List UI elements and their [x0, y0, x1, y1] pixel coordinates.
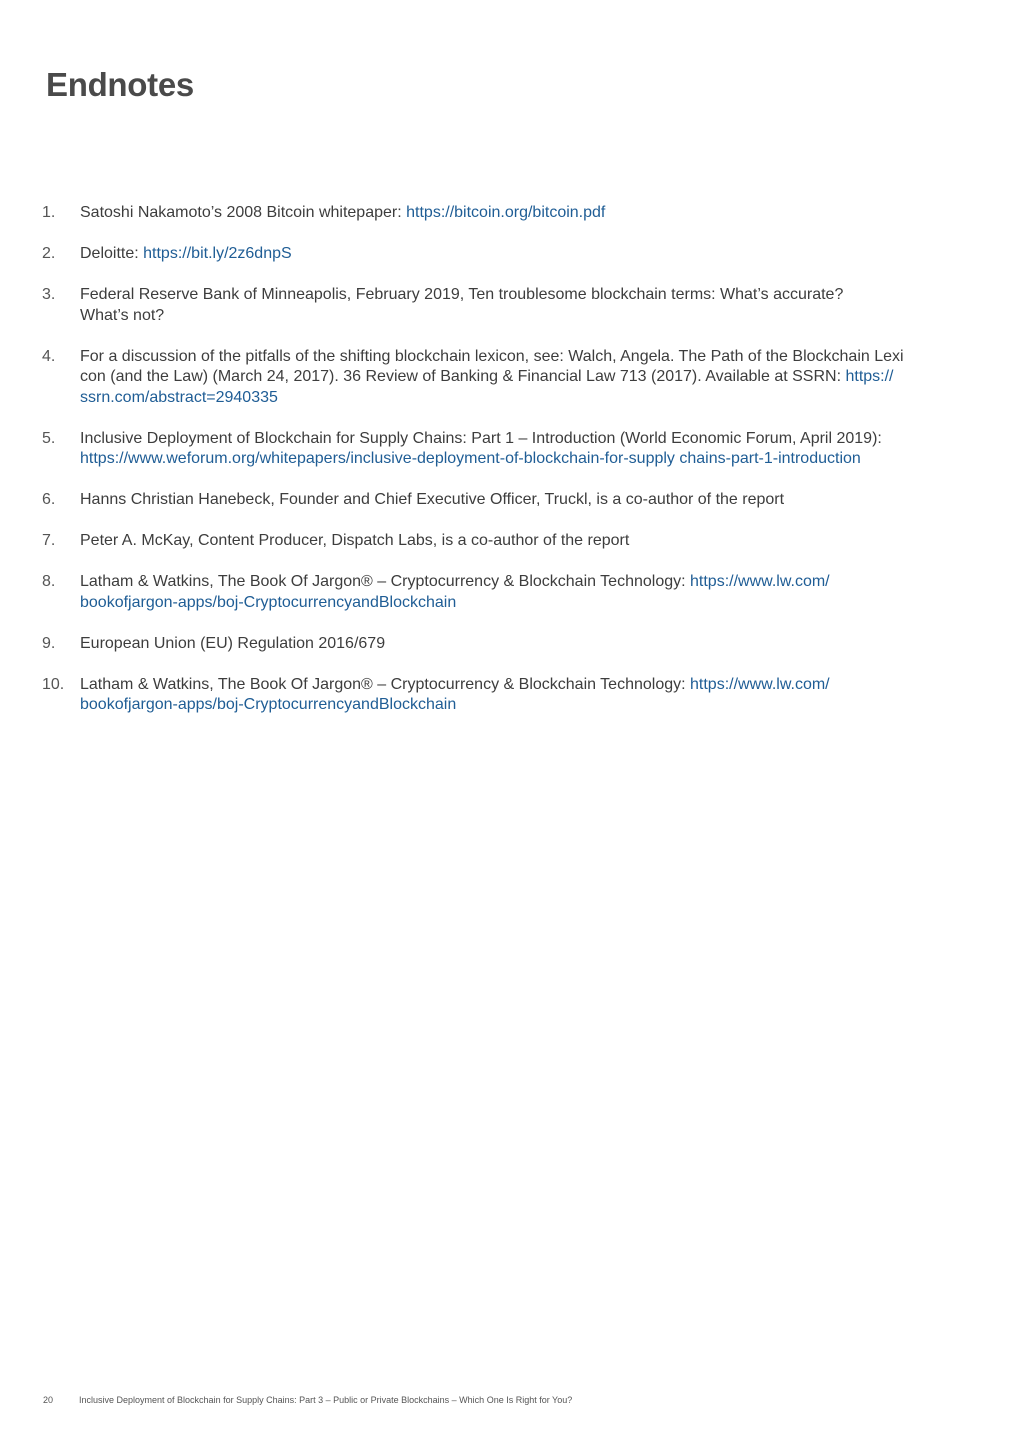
- endnote-line: [80, 531, 942, 552]
- endnote-item: [42, 285, 942, 326]
- endnotes-list: [42, 203, 942, 736]
- endnote-item: [42, 244, 942, 265]
- endnote-line-text: Deloitte:: [80, 245, 144, 262]
- endnote-line: [80, 695, 942, 716]
- endnote-line-text: Satoshi Nakamoto’s 2008 Bitcoin whitepaper:: [80, 204, 407, 221]
- footer-page-number: 20: [43, 1395, 54, 1405]
- endnote-item: [42, 347, 942, 409]
- endnote-link[interactable]: bookofjargon-apps/boj-CryptocurrencyandBlockchain: [80, 696, 457, 713]
- endnote-number: 3.: [42, 286, 56, 303]
- endnote-line: [80, 572, 942, 593]
- endnote-text: [80, 572, 942, 613]
- endnote-item: [42, 490, 942, 511]
- endnote-line: [80, 593, 942, 614]
- endnote-link[interactable]: ssrn.com/abstract=2940335: [80, 388, 278, 406]
- endnote-text: [80, 531, 942, 552]
- endnote-line: [80, 285, 942, 306]
- endnote-number: 5.: [42, 429, 56, 447]
- endnote-item: [42, 675, 942, 716]
- endnote-number: 9.: [42, 634, 56, 652]
- endnote-text: [80, 490, 942, 511]
- endnote-item: [42, 634, 942, 655]
- endnote-link[interactable]: https://www.lw.com/: [690, 675, 830, 693]
- endnote-link[interactable]: bookofjargon-apps/boj-CryptocurrencyandBlockchain: [80, 593, 457, 611]
- endnote-line-text: What’s not?: [80, 306, 165, 324]
- endnote-line: [80, 244, 942, 265]
- page-title: Endnotes: [46, 66, 194, 103]
- endnote-line: [80, 675, 942, 696]
- endnote-number: 10.: [42, 675, 65, 693]
- footer-title: Inclusive Deployment of Blockchain for Supply Chains: Part 3 – Public or Private Blockchains – Which One Is Right for You?: [79, 1395, 573, 1405]
- endnote-number: 6.: [42, 491, 56, 508]
- endnote-text: [80, 285, 942, 326]
- endnote-link[interactable]: https://www.lw.com/: [690, 573, 830, 590]
- endnote-line-text: European Union (EU) Regulation 2016/679: [80, 634, 386, 652]
- endnote-line: [80, 203, 942, 224]
- endnote-line-text: Hanns Christian Hanebeck, Founder and Chief Executive Officer, Truckl, is a co-author of the report: [80, 491, 785, 508]
- page-footer: [43, 1395, 572, 1405]
- endnote-line-text: Peter A. McKay, Content Producer, Dispatch Labs, is a co-author of the report: [80, 532, 630, 549]
- endnote-line-text: Inclusive Deployment of Blockchain for Supply Chains: Part 1 – Introduction (World Economic Forum, April 2019):: [80, 429, 882, 447]
- endnote-line-text: For a discussion of the pitfalls of the shifting blockchain lexicon, see: Walch, Angela. The Path of the Blockchain Lexi: [80, 347, 904, 365]
- endnote-line-text: Latham & Watkins, The Book Of Jargon® – Cryptocurrency & Blockchain Technology:: [80, 675, 691, 693]
- endnote-text: [80, 634, 942, 655]
- endnote-number: 4.: [42, 347, 56, 365]
- endnote-number: 2.: [42, 245, 56, 262]
- endnote-line: [80, 449, 942, 470]
- endnote-item: [42, 429, 942, 470]
- endnote-line-text: Latham & Watkins, The Book Of Jargon® – Cryptocurrency & Blockchain Technology:: [80, 573, 691, 590]
- endnote-text: [80, 675, 942, 716]
- endnote-text: [80, 244, 942, 265]
- endnote-line: [80, 490, 942, 511]
- endnote-link[interactable]: https://bit.ly/2z6dnpS: [143, 245, 292, 262]
- endnote-line: [80, 347, 942, 368]
- endnote-line: [80, 367, 942, 388]
- endnote-item: [42, 531, 942, 552]
- endnote-text: [80, 203, 942, 224]
- endnote-line-text: Federal Reserve Bank of Minneapolis, February 2019, Ten troublesome blockchain terms: What’s accurate?: [80, 286, 844, 303]
- endnote-line: [80, 306, 942, 327]
- endnote-line: [80, 429, 942, 450]
- endnote-text: [80, 429, 942, 470]
- endnote-number: 7.: [42, 532, 56, 549]
- endnote-link[interactable]: https://www.weforum.org/whitepapers/inclusive-deployment-of-blockchain-for-supply chains-part-1-introduction: [80, 450, 861, 467]
- endnote-item: [42, 203, 942, 224]
- endnote-link[interactable]: https://: [845, 368, 894, 385]
- endnote-line: [80, 388, 942, 409]
- endnote-line: [80, 634, 942, 655]
- endnote-line-text: con (and the Law) (March 24, 2017). 36 Review of Banking & Financial Law 713 (2017). Available at SSRN:: [80, 368, 846, 385]
- endnote-number: 1.: [42, 204, 56, 221]
- endnote-link[interactable]: https://bitcoin.org/bitcoin.pdf: [406, 204, 606, 221]
- endnote-item: [42, 572, 942, 613]
- endnote-number: 8.: [42, 573, 56, 590]
- endnote-text: [80, 347, 942, 409]
